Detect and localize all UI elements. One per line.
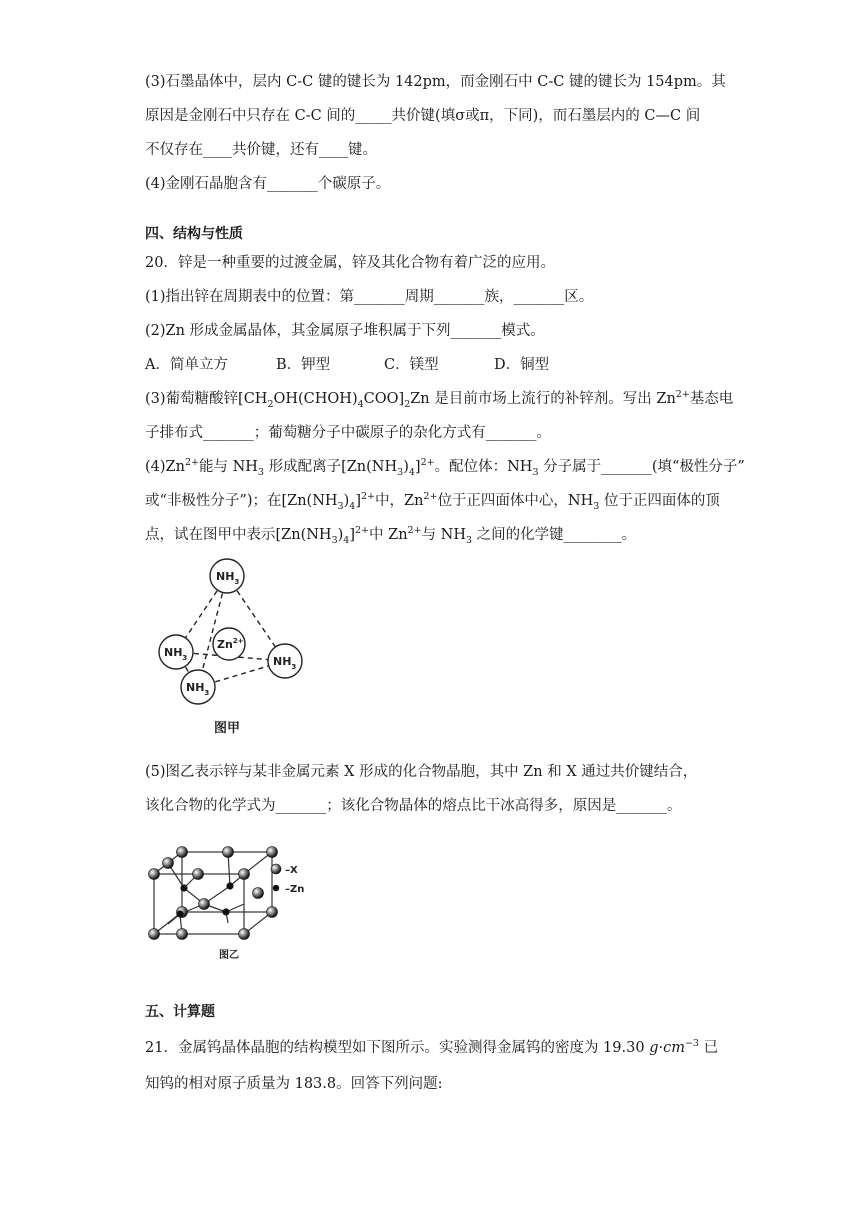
x-atom [149,929,160,940]
zn-atom [226,882,233,889]
q21-line-1: 21．金属钨晶体晶胞的结构模型如下图所示。实验测得金属钨的密度为 19.30 $g\cdot cm^{-3}$ 已 [145,1038,719,1056]
figure-b-unit-cell [140,838,320,964]
q20-part-4-line-3: 点，试在图甲中表示$[Zn(NH_3)_4]^{2+}$中 $Zn^{2+}$与 $NH_3$ 之间的化学键________。 [145,525,637,546]
q20-part-5-line-1: (5)图乙表示锌与某非金属元素 X 形成的化合物晶胞，其中 Zn 和 X 通过共价键结合， [145,764,698,780]
x-atom [193,869,204,880]
q20-part-3-line-1: (3)葡萄糖酸锌$[CH_2OH(CHOH)_4COO]_2Zn$ 是目前市场上流行的补锌剂。写出 $Zn^{2+}$基态电 [145,389,734,410]
q20-option-a: A．简单立方 [145,357,228,373]
x-atom [267,847,278,858]
x-atom [177,847,188,858]
nh3-label: $NH_3$ [216,570,240,586]
legend-zn-icon [273,885,279,891]
q19-line-3: 不仅存在____共价键，还有____键。 [145,142,377,158]
section-heading-structure: 四、结构与性质 [145,226,243,242]
q19-line-4: (4)金刚石晶胞含有_______个碳原子。 [145,176,391,192]
q20-option-d: D．铜型 [494,357,550,373]
x-atom [267,907,278,918]
x-atom [223,847,234,858]
nh3-label: $NH_3$ [164,646,188,662]
nh3-label: $NH_3$ [273,655,297,671]
x-atom [199,899,210,910]
x-atom [149,869,160,880]
figure-a-tetrahedron [140,556,320,740]
legend-x-icon [271,864,281,874]
x-atom [177,929,188,940]
q19-line-1: (3)石墨晶体中，层内 C-C 键的键长为 142pm，而金刚石中 C-C 键的键长为 154pm。其 [145,74,726,90]
cell-edge [182,852,272,912]
section-heading-calculation: 五、计算题 [145,1004,215,1020]
x-atom [253,888,264,899]
q20-option-b: B．钾型 [276,357,331,373]
q21-line-2: 知钨的相对原子质量为 183.8。回答下列问题: [145,1076,443,1092]
q19-line-2: 原因是金刚石中只存在 C-C 间的_____共价键(填σ或π，下同)，而石墨层内的 C—C 间 [145,108,701,124]
legend-zn-label: –Zn [285,884,305,895]
x-atom [239,929,250,940]
x-atom [163,858,174,869]
x-atom [239,869,250,880]
q20-intro: 20．锌是一种重要的过渡金属，锌及其化合物有着广泛的应用。 [145,255,555,271]
q20-option-c: C．镁型 [384,357,439,373]
q20-part-4-line-1: $(4)Zn^{2+}$能与 $NH_3$ 形成配离子$[Zn(NH_3)_4]^{2+}$。配位体：$NH_3$ 分子属于_______(填“极性分子” [145,457,745,478]
zn-atom [180,884,187,891]
zn-atom [176,910,183,917]
zn-atom [222,908,229,915]
q20-part-1: (1)指出锌在周期表中的位置：第_______周期_______族，_______区。 [145,289,594,305]
q20-part-5-line-2: 该化合物的化学式为_______；该化合物晶体的熔点比干冰高得多，原因是_______。 [145,798,682,814]
q20-part-4-line-2: 或“非极性分子”)；在$[Zn(NH_3)_4]^{2+}$中，$Zn^{2+}$位于正四面体中心，$NH_3$ 位于正四面体的顶 [145,491,720,512]
nh3-label: $NH_3$ [186,681,210,697]
zn-ion-label: $Zn^{2+}$ [217,637,244,651]
figure-a-caption: 图甲 [214,721,241,736]
figure-b-caption: 图乙 [219,950,239,961]
q20-part-2: (2)Zn 形成金属晶体，其金属原子堆积属于下列_______模式。 [145,323,545,339]
legend-x-label: –X [285,865,298,876]
q20-part-3-line-2: 子排布式_______；葡萄糖分子中碳原子的杂化方式有_______。 [145,425,551,441]
